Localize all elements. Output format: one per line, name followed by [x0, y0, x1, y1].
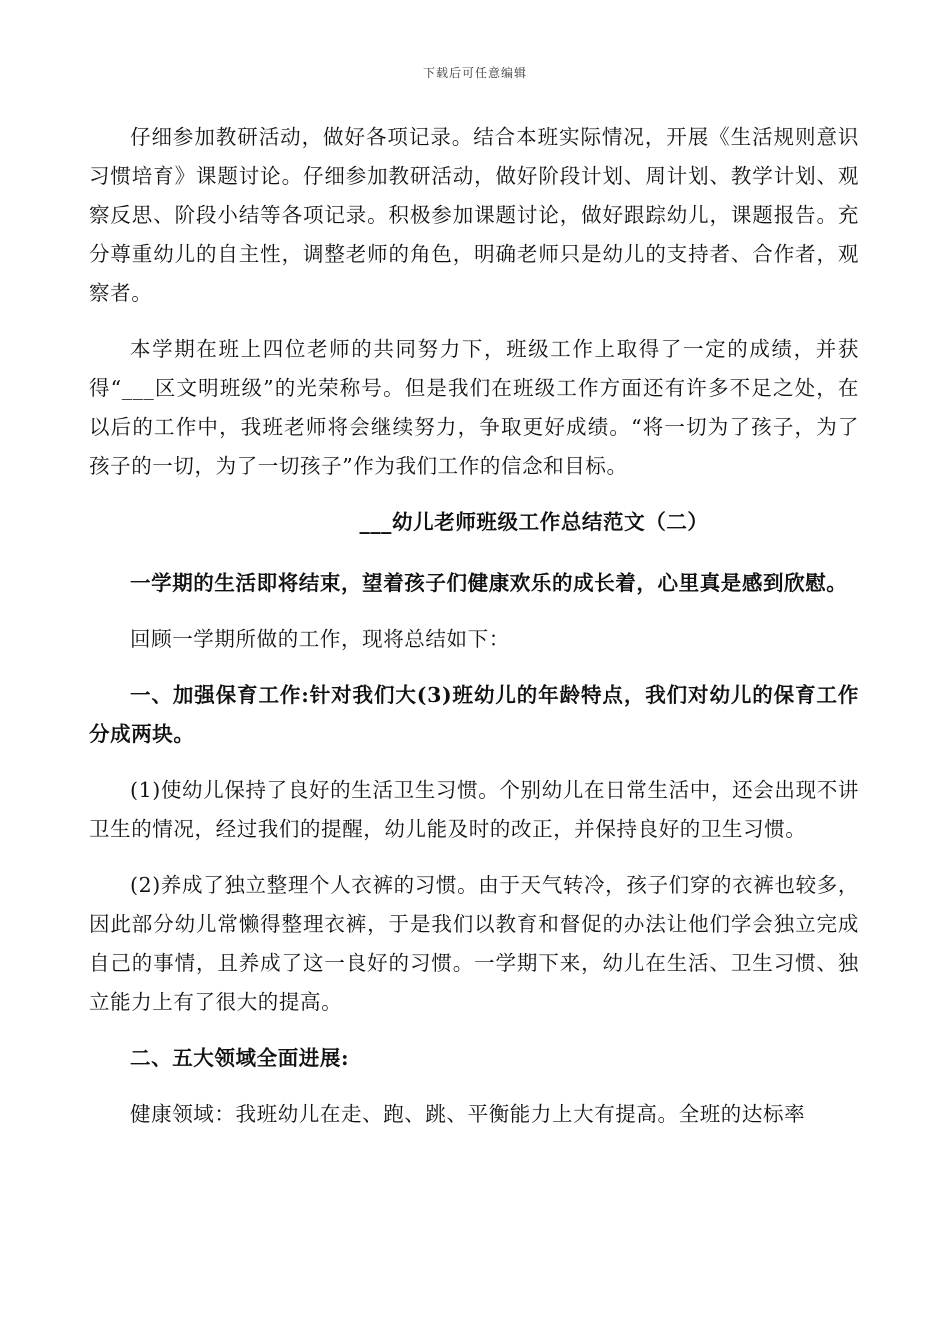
paragraph-intro: 一学期的生活即将结束，望着孩子们健康欢乐的成长着，心里真是感到欣慰。 [130, 571, 848, 595]
paragraph-health-domain: 健康领域：我班幼儿在走、跑、跳、平衡能力上大有提高。全班的达标率 [130, 1102, 806, 1126]
paragraph-review: 回顾一学期所做的工作，现将总结如下： [130, 627, 510, 651]
page-header-note: 下载后可任意编辑 [422, 66, 527, 80]
heading-five-domains: 二、五大领域全面进展: [130, 1046, 350, 1070]
list-item-clothing: (2)养成了独立整理个人衣裤的习惯。由于天气转冷，孩子们穿的衣裤也较多，因此部分幼儿常懒得整理衣裤，于是我们以教育和督促的办法让他们学会独立完成自己的事情，且养成了这一良好的习惯。一学期下来，幼儿在生活、卫生习惯、独立能力上有了很大的提高。 [89, 873, 859, 1014]
section-title: ___幼儿老师班级工作总结范文（二） [359, 510, 709, 534]
document-body [89, 118, 859, 1151]
paragraph-research: 仔细参加教研活动，做好各项记录。结合本班实际情况，开展《生活规则意识习惯培育》课题讨论。仔细参加教研活动，做好阶段计划、周计划、教学计划、观察反思、阶段小结等各项记录。积极参加课题讨论，做好跟踪幼儿，课题报告。充分尊重幼儿的自主性，调整老师的角色，明确老师只是幼儿的支持者、合作者，观察者。 [89, 125, 859, 305]
heading-care-work: 一、加强保育工作:针对我们大(3)班幼儿的年龄特点，我们对幼儿的保育工作分成两块。 [89, 683, 859, 746]
paragraph-achievement: 本学期在班上四位老师的共同努力下，班级工作上取得了一定的成绩，并获得“___区文明班级”的光荣称号。但是我们在班级工作方面还有许多不足之处，在以后的工作中，我班老师将会继续努力，争取更好成绩。“将一切为了孩子，为了孩子的一切，为了一切孩子”作为我们工作的信念和目标。 [89, 337, 859, 478]
list-item-hygiene: (1)使幼儿保持了良好的生活卫生习惯。个别幼儿在日常生活中，还会出现不讲卫生的情况，经过我们的提醒，幼儿能及时的改正，并保持良好的卫生习惯。 [89, 778, 859, 841]
